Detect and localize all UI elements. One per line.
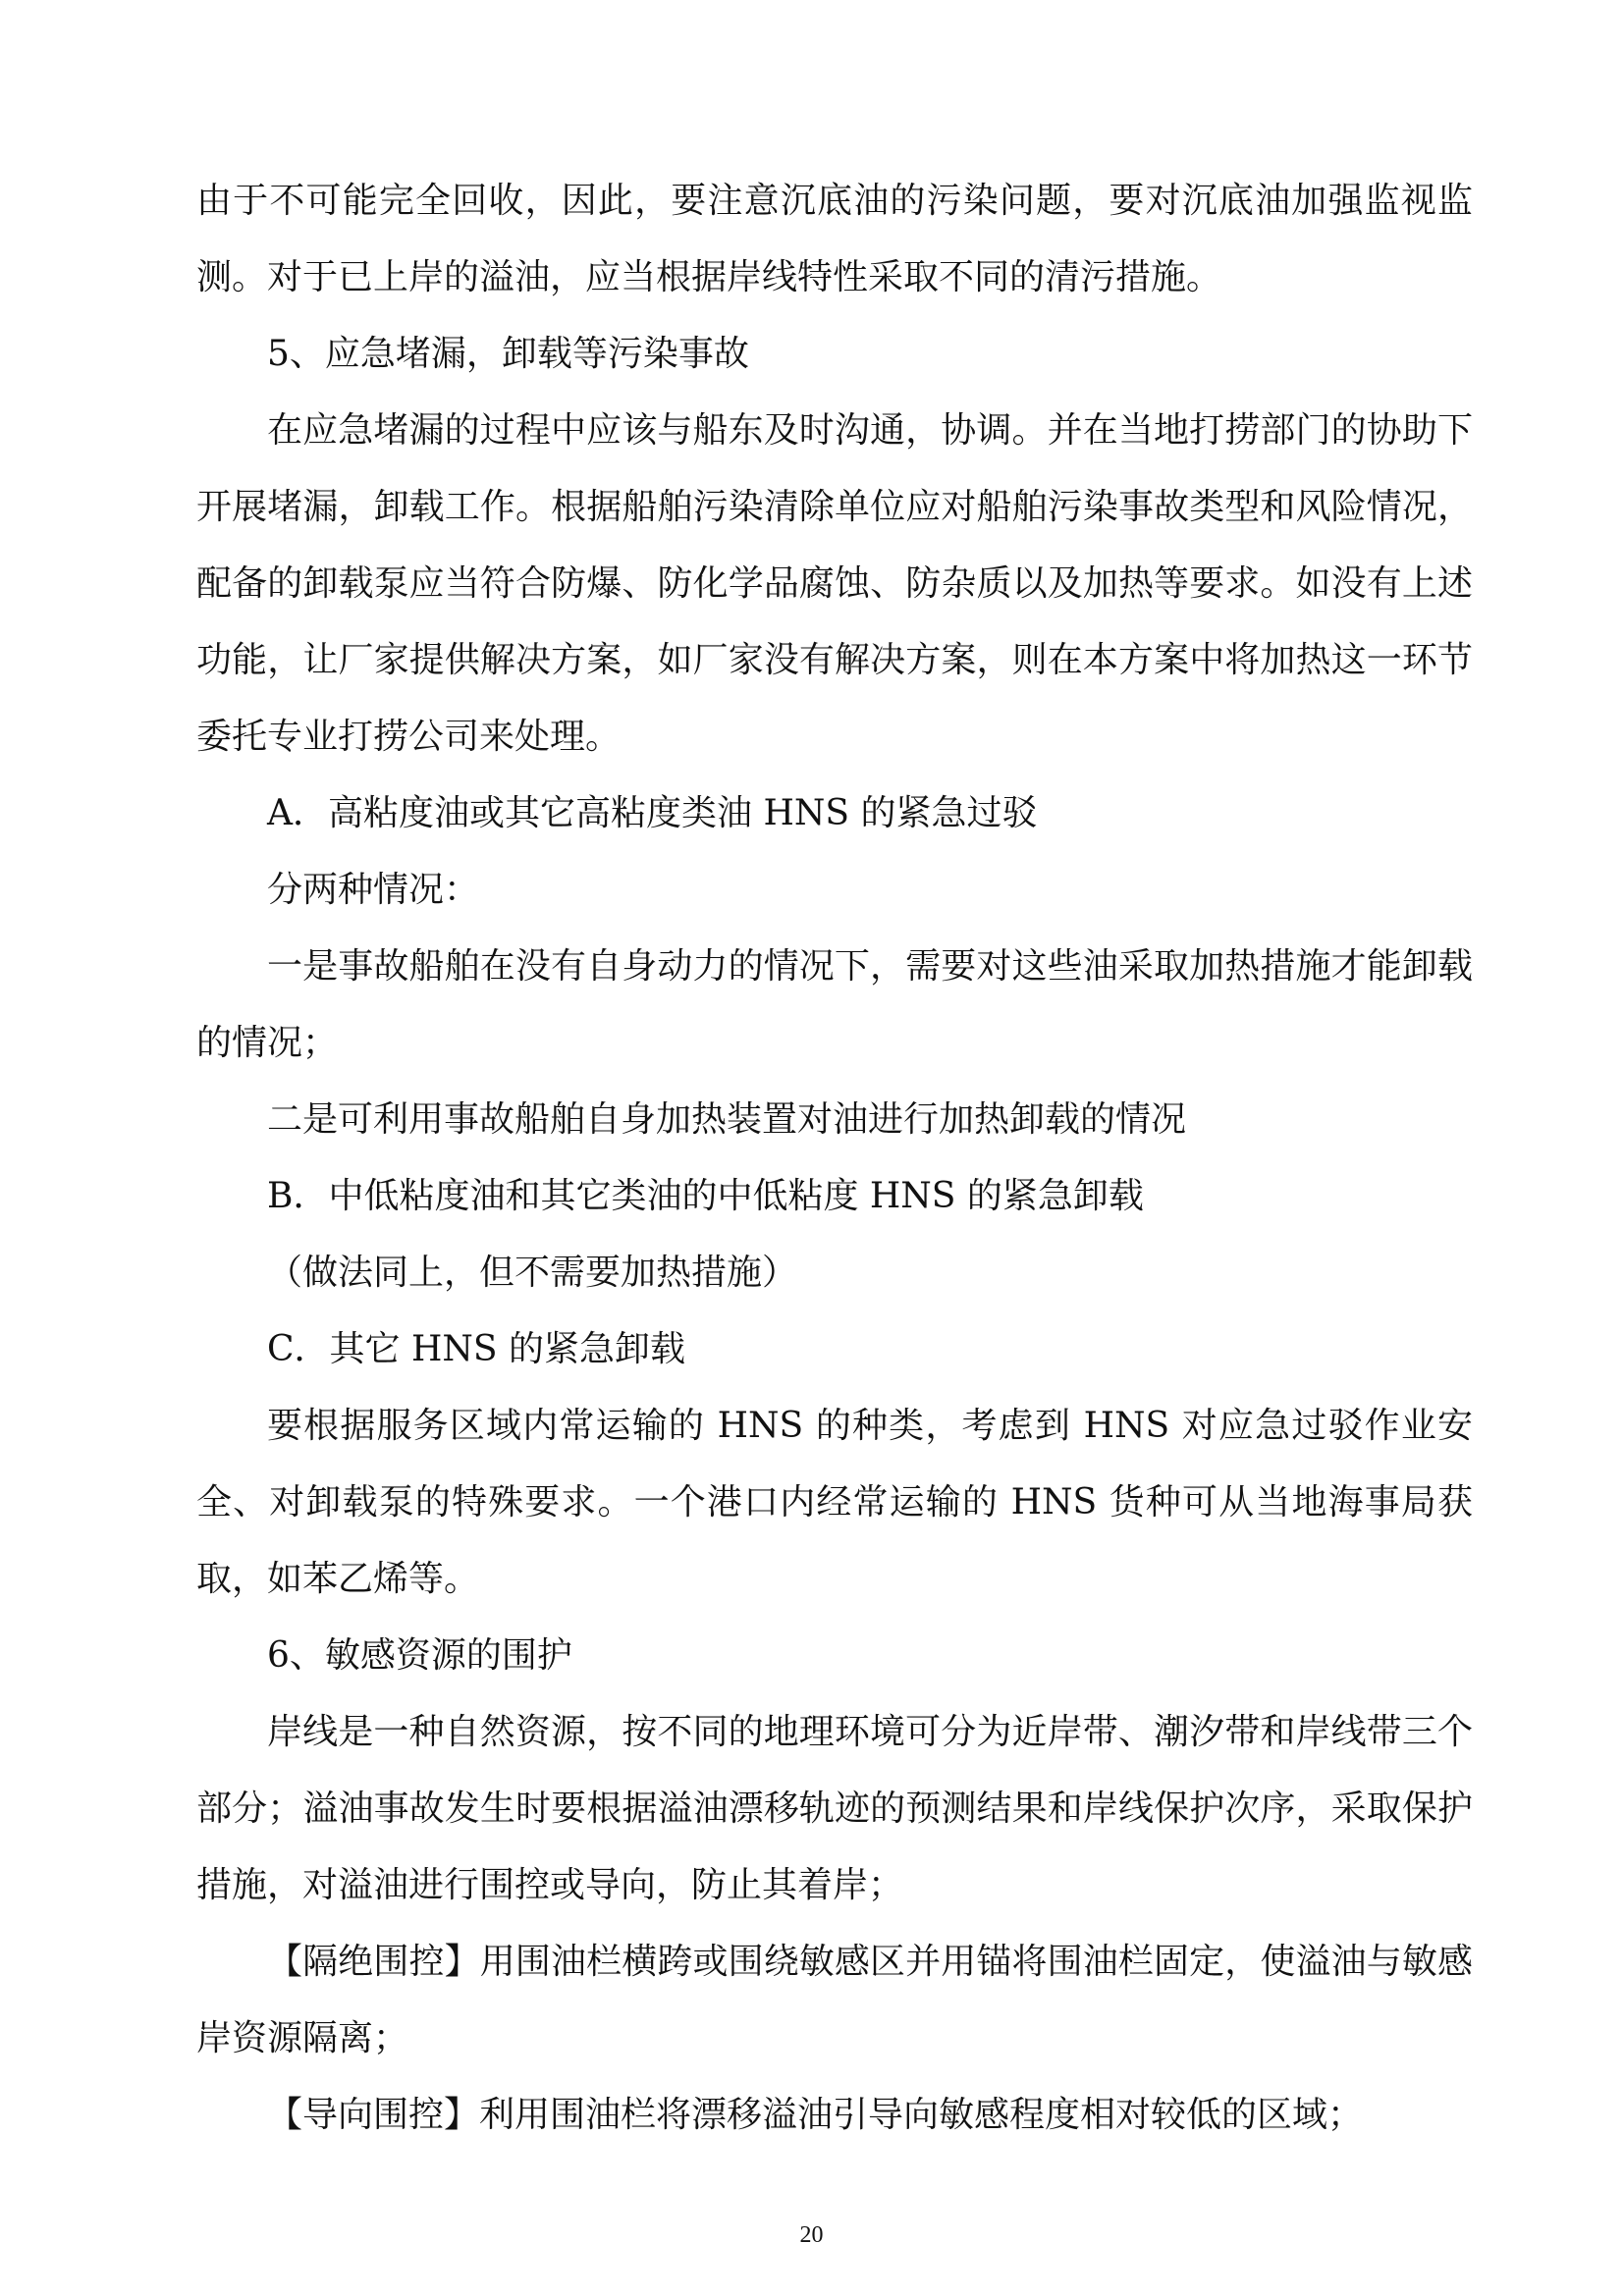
section-heading-6: 6、敏感资源的围护 [267, 1635, 572, 1676]
paragraph-case-two: 二是可利用事故船舶自身加热装置对油进行加热卸载的情况 [267, 1099, 1187, 1140]
paragraph-isolation-containment: 【隔绝围控】用围油栏横跨或围绕敏感区并用锚将围油栏固定，使溢油与敏感岸资源隔离； [196, 1942, 1473, 2058]
paragraph-shoreline: 岸线是一种自然资源，按不同的地理环境可分为近岸带、潮汐带和岸线带三个部分；溢油事故发生时要根据溢油漂移轨迹的预测结果和岸线保护次序，采取保护措施，对溢油进行围控或导向，防止其着岸； [196, 1712, 1473, 1905]
document-body [196, 163, 1473, 2154]
section-heading-5: 5、应急堵漏，卸载等污染事故 [267, 334, 749, 374]
paragraph-b-note: （做法同上，但不需要加热措施） [267, 1253, 798, 1293]
subheading-b: B．中低粘度油和其它类油的中低粘度 HNS 的紧急卸载 [267, 1176, 1144, 1216]
page-number: 20 [799, 2222, 824, 2248]
paragraph-continuation: 由于不可能完全回收，因此，要注意沉底油的污染问题，要对沉底油加强监视监测。对于已上岸的溢油，应当根据岸线特性采取不同的清污措施。 [196, 181, 1473, 297]
paragraph-case-one: 一是事故船舶在没有自身动力的情况下，需要对这些油采取加热措施才能卸载的情况； [196, 946, 1473, 1063]
paragraph-hns-requirements: 要根据服务区域内常运输的 HNS 的种类，考虑到 HNS 对应急过驳作业安全、对卸载泵的特殊要求。一个港口内经常运输的 HNS 货种可从当地海事局获取，如苯乙烯等。 [196, 1406, 1473, 1599]
subheading-a: A．高粘度油或其它高粘度类油 HNS 的紧急过驳 [267, 793, 1038, 833]
subheading-c: C．其它 HNS 的紧急卸载 [267, 1329, 685, 1369]
paragraph-guided-containment: 【导向围控】利用围油栏将漂移溢油引导向敏感程度相对较低的区域； [267, 2095, 1364, 2135]
paragraph-emergency-plugging: 在应急堵漏的过程中应该与船东及时沟通，协调。并在当地打捞部门的协助下开展堵漏，卸载工作。根据船舶污染清除单位应对船舶污染事故类型和风险情况，配备的卸载泵应当符合防爆、防化学品腐蚀、防杂质以及加热等要求。如没有上述功能，让厂家提供解决方案，如厂家没有解决方案，则在本方案中将加热这一环节委托专业打捞公司来处理。 [196, 410, 1473, 757]
paragraph-two-cases: 分两种情况： [267, 870, 480, 910]
